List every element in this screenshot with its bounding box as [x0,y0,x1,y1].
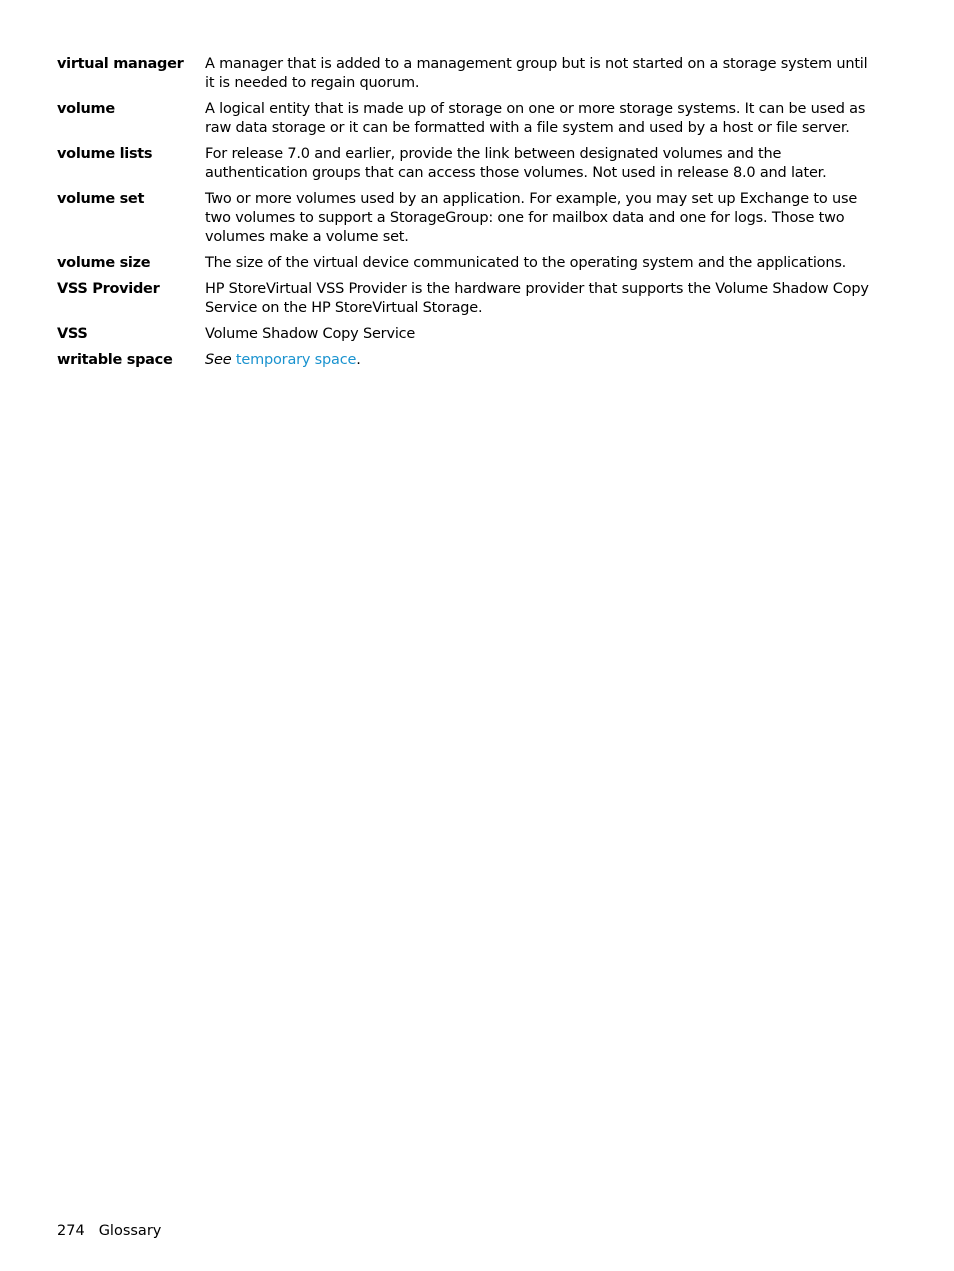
glossary-definition: Two or more volumes used by an application. For example, you may set up Exchange to use two volumes to support a StorageGroup: one for mailbox data and one for logs. Those two volumes make a volume set. [205,191,858,245]
glossary-term: writable space [57,352,173,368]
definition-punctuation: . [356,352,361,368]
glossary-definition: A manager that is added to a management group but is not started on a storage system until it is needed to regain quorum. [205,56,868,91]
glossary-entry-volume [57,100,877,138]
page-footer [57,1222,161,1241]
glossary-entry-volume-lists [57,145,877,183]
glossary-entry-volume-set [57,190,877,247]
temporary-space-link[interactable]: temporary space [235,352,357,368]
glossary-list [57,55,877,377]
glossary-term: volume lists [57,146,153,162]
glossary-definition: A logical entity that is made up of storage on one or more storage systems. It can be used as raw data storage or it can be formatted with a file system and used by a host or file server. [205,101,866,136]
glossary-term: virtual manager [57,56,184,72]
page-number: 274 [57,1223,85,1239]
glossary-entry-vss-provider [57,280,877,318]
glossary-entry-vss [57,325,877,344]
glossary-definition: Volume Shadow Copy Service [205,326,416,342]
glossary-definition: HP StoreVirtual VSS Provider is the hardware provider that supports the Volume Shadow Copy Service on the HP StoreVirtual Storage. [205,281,869,316]
glossary-definition [205,351,877,370]
see-label: See [205,352,232,368]
glossary-entry-writable-space [57,351,877,370]
glossary-definition: For release 7.0 and earlier, provide the link between designated volumes and the authentication groups that can access those volumes. Not used in release 8.0 and later. [205,146,827,181]
glossary-entry-volume-size [57,254,877,273]
glossary-term: VSS [57,326,88,342]
footer-section-title: Glossary [98,1223,162,1239]
glossary-definition: The size of the virtual device communicated to the operating system and the applications. [205,255,847,271]
glossary-entry-virtual-manager [57,55,877,93]
glossary-term: volume set [57,191,145,207]
glossary-term: volume size [57,255,151,271]
glossary-term: VSS Provider [57,281,160,297]
glossary-term: volume [57,101,115,117]
